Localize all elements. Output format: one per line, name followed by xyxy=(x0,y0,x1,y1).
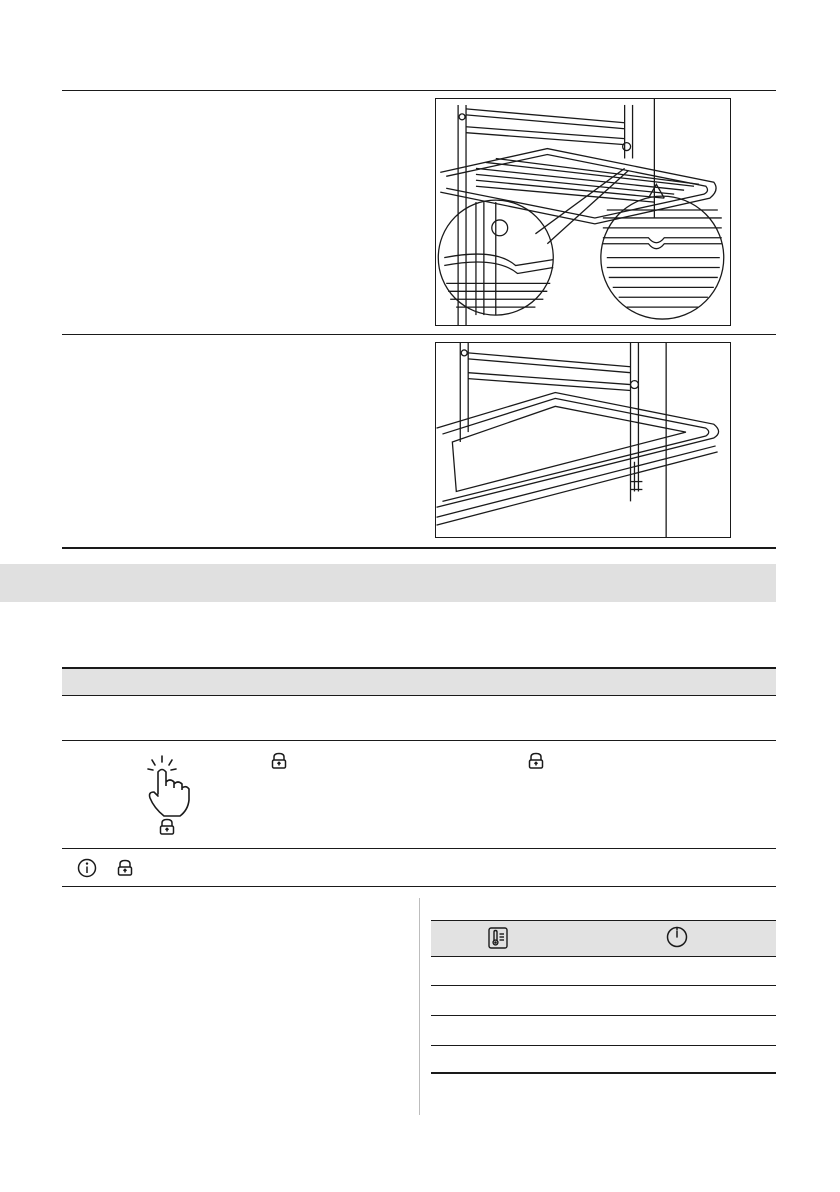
right-table-bottom-rule xyxy=(431,1072,776,1074)
section-heading-band xyxy=(0,564,776,602)
lock-icon xyxy=(159,818,175,835)
right-table-row-rule xyxy=(431,1045,776,1046)
info-icon xyxy=(77,858,97,878)
right-table-row-rule xyxy=(431,985,776,986)
lock-icon xyxy=(528,752,544,769)
tray-illustration xyxy=(435,342,731,538)
table-bottom-rule xyxy=(62,886,776,887)
right-table-row-rule xyxy=(431,1015,776,1016)
lock-icon xyxy=(117,859,133,876)
table-row-rule-1 xyxy=(62,740,776,741)
wire-shelf-drawing xyxy=(436,99,730,325)
table-header xyxy=(62,667,776,696)
lock-icon xyxy=(271,752,287,769)
tray-drawing xyxy=(436,343,730,537)
column-divider xyxy=(419,898,420,1115)
top-rule xyxy=(62,90,776,91)
core-temperature-icon xyxy=(488,927,508,949)
table-row-rule-2 xyxy=(62,848,776,849)
wire-shelf-illustration xyxy=(435,98,731,326)
touch-hand-icon xyxy=(142,754,194,818)
right-table-header xyxy=(431,920,776,957)
section-rule-2 xyxy=(62,547,776,549)
timer-icon xyxy=(666,926,688,948)
section-rule-1 xyxy=(62,334,776,335)
